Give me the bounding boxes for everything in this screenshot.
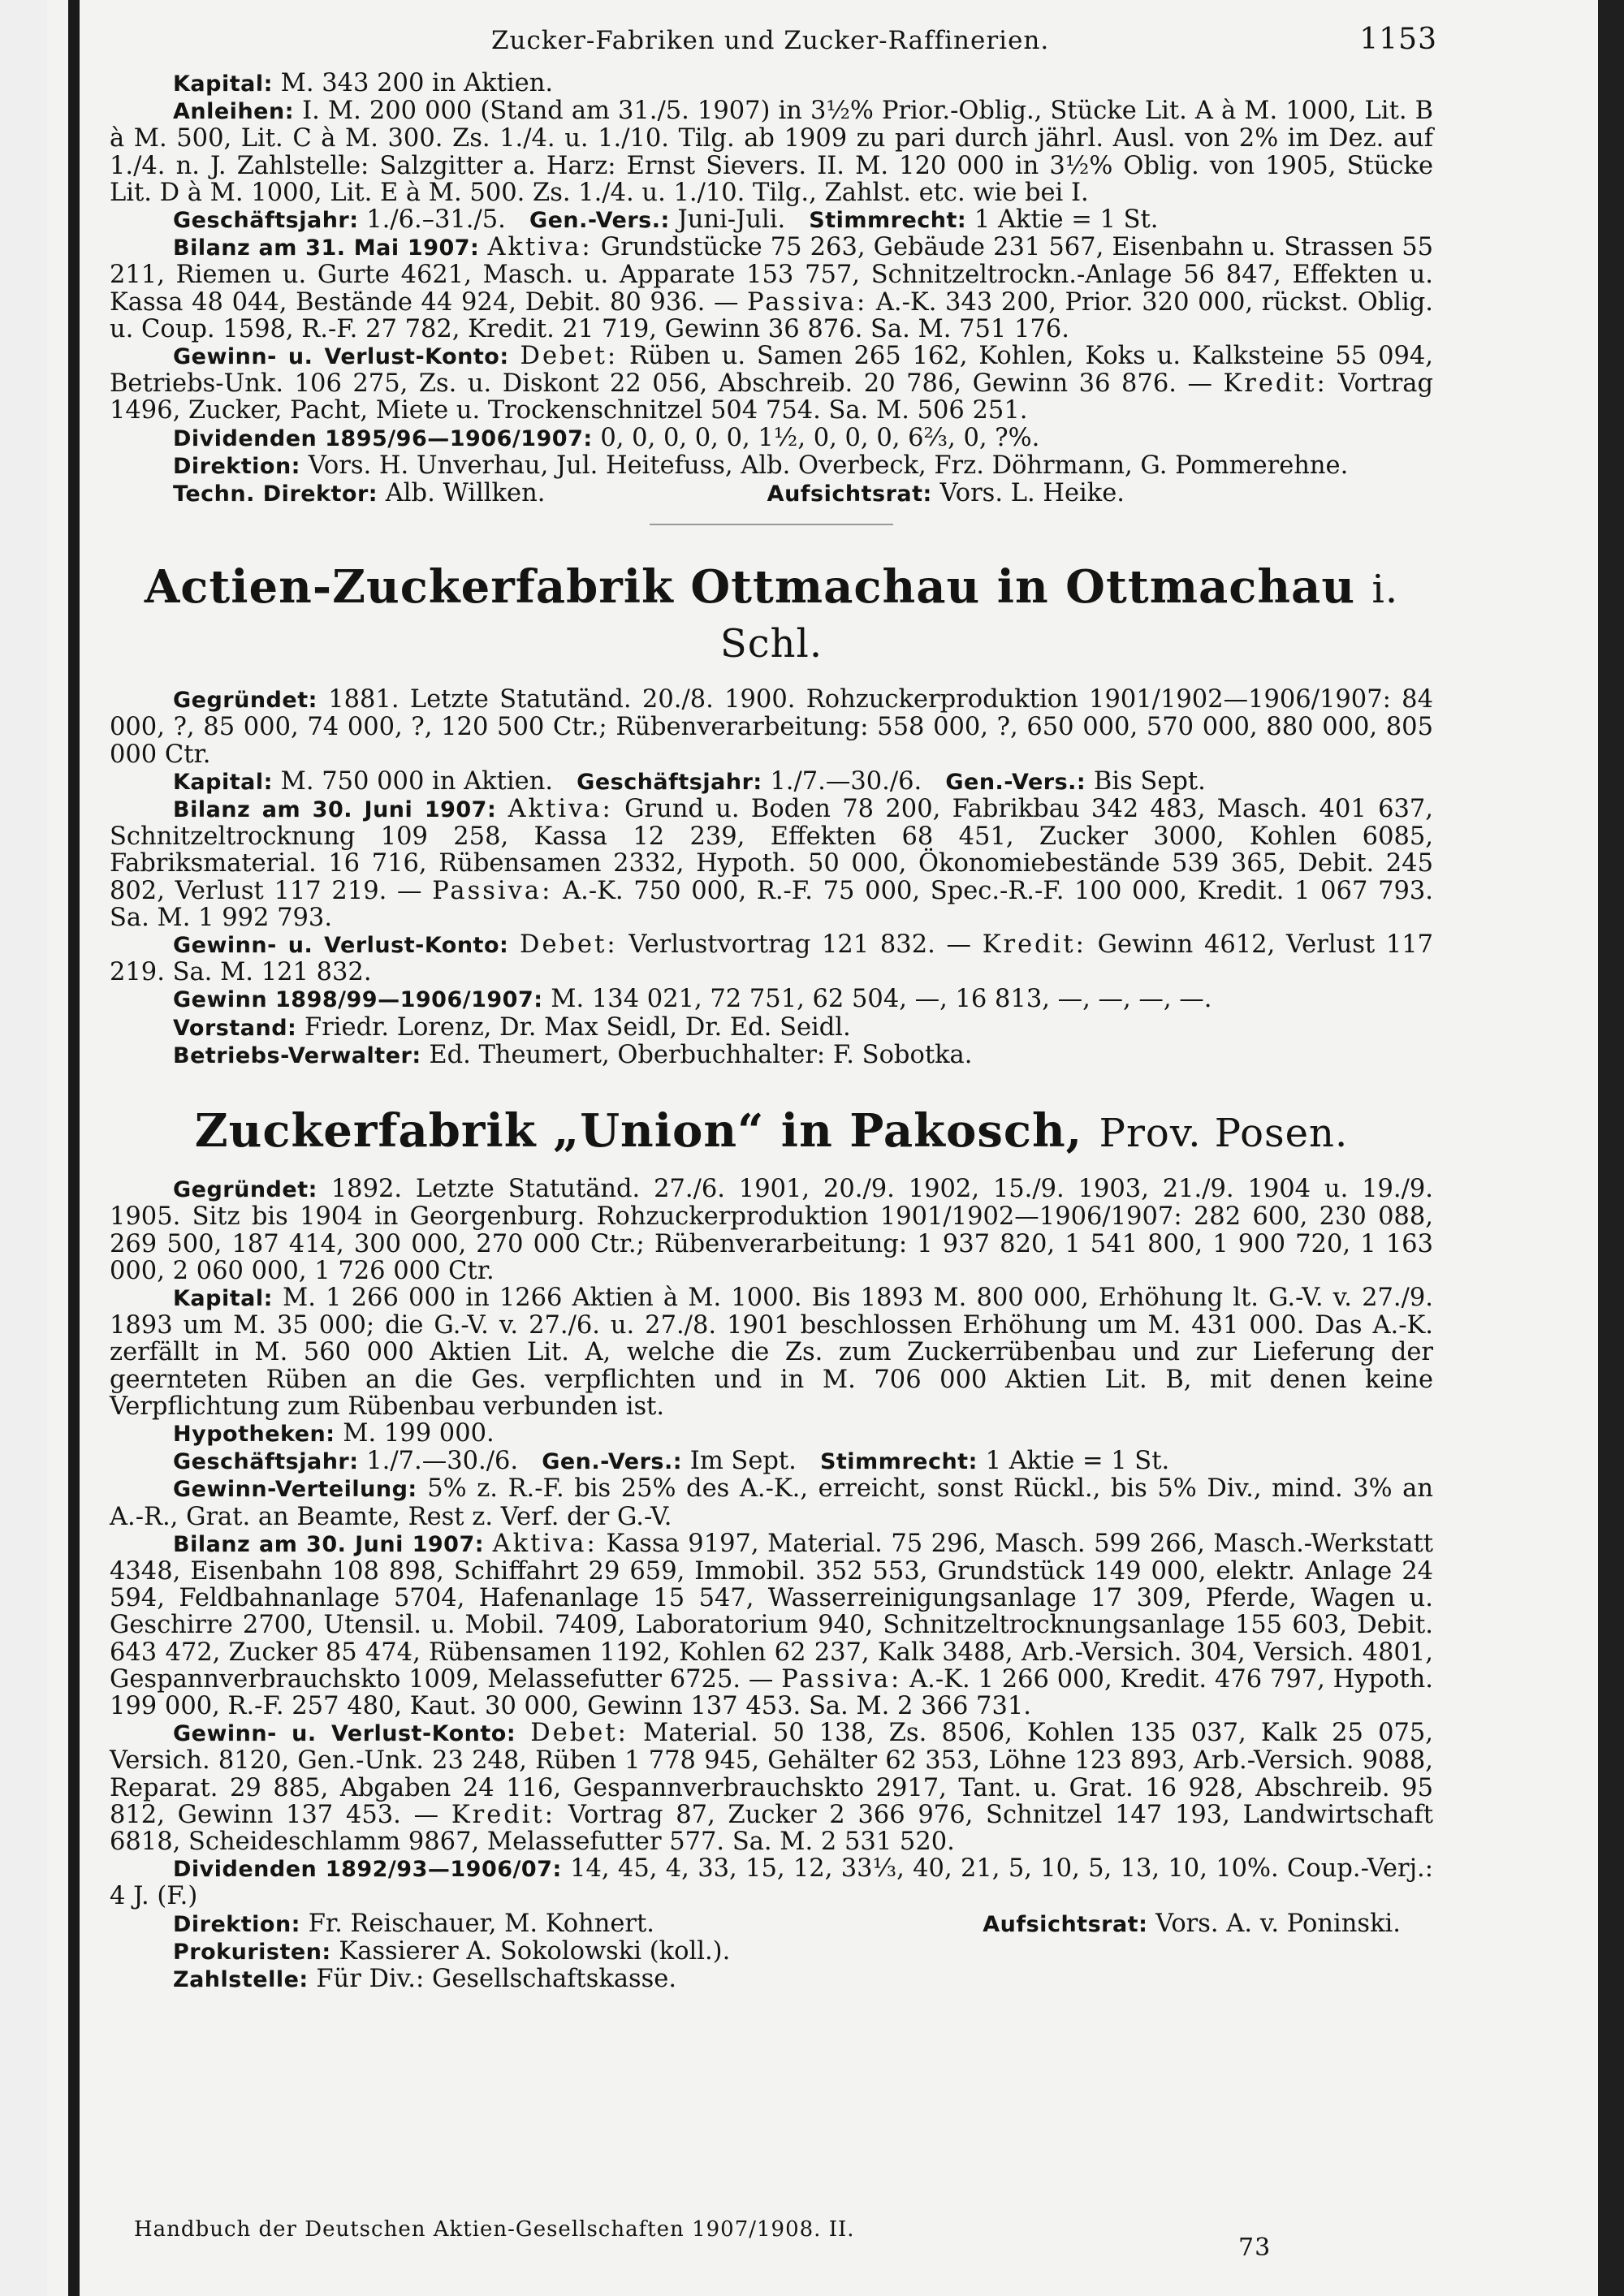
bilanz-paragraph bbox=[110, 234, 1433, 343]
gewinn-verteilung-paragraph bbox=[110, 1475, 1433, 1530]
prokuristen-value: Kassierer A. Sokolowski (koll.). bbox=[339, 1936, 731, 1966]
aktiva-word: Aktiva: bbox=[487, 233, 593, 262]
gen-vers-label: Gen.-Vers.: bbox=[529, 208, 670, 234]
kredit-word: Kredit: bbox=[451, 1800, 556, 1829]
techn-ar-line bbox=[110, 480, 1433, 507]
gewinn-verteilung-text: 5% z. R.-F. bis 25% des A.-K., erreicht, sonst Rückl., bis 5% Div., mind. 3% an A.-R., Grat. an Beamte, Rest z. Verf. der G.-V. bbox=[110, 1474, 1433, 1531]
betriebs-verwalter-label: Betriebs-Verwalter: bbox=[173, 1042, 421, 1068]
bilanz-passiva: A.-K. 1 266 000, Kredit. 476 797, Hypoth. 199 000, R.-F. 257 480, Kaut. 30 000, Gewinn 137 453. Sa. M. 2 366 731. bbox=[110, 1664, 1433, 1720]
geschaeftsjahr-label: Geschäftsjahr: bbox=[173, 208, 359, 234]
dividenden-label: Dividenden 1892/93—1906/07: bbox=[173, 1857, 562, 1883]
guv-debet: Material. 50 138, Zs. 8506, Kohlen 135 037, Kalk 25 075, Versich. 8120, Gen.-Unk. 23 248, Rüben 1 778 945, Gehälter 62 353, Löhne 123 893, Arb.-Versich. 9088, Reparat. 29 885, Abgaben 24 116, Gespannverbrauchskto 2917, Tant. u. Grat. 16 928, Abschreib. 95 812, Gewinn 137 453. — bbox=[110, 1719, 1433, 1829]
prokuristen-label: Prokuristen: bbox=[173, 1939, 331, 1965]
hypotheken-label: Hypotheken: bbox=[173, 1421, 335, 1447]
meta-line bbox=[110, 206, 1433, 234]
zahlstelle-line bbox=[110, 1966, 1433, 1993]
debet-word: Debet: bbox=[530, 1719, 628, 1748]
gen-vers-value: Im Sept. bbox=[689, 1447, 797, 1476]
techn-direktor-value: Alb. Willken. bbox=[385, 479, 546, 508]
company-location: i. Schl. bbox=[719, 567, 1399, 667]
stimmrecht-value: 1 Aktie = 1 St. bbox=[974, 205, 1159, 235]
kapital-value: M. 343 200 in Aktien. bbox=[280, 69, 554, 97]
geschaeftsjahr-label: Geschäftsjahr: bbox=[173, 1449, 359, 1475]
kredit-word: Kredit: bbox=[982, 930, 1086, 960]
running-head-title: Zucker-Fabriken und Zucker-Raffinerien. bbox=[491, 26, 1050, 55]
passiva-word: Passiva: bbox=[781, 1664, 902, 1694]
company-heading bbox=[110, 1105, 1433, 1159]
guv-label: Gewinn- u. Verlust-Konto: bbox=[173, 933, 509, 959]
bilanz-passiva: A.-K. 343 200, Prior. 320 000, rückst. Oblig. u. Coup. 1598, R.-F. 27 782, Kredit. 21 719, Gewinn 36 876. Sa. M. 751 176. bbox=[110, 287, 1433, 343]
guv-paragraph bbox=[110, 343, 1433, 425]
gegruendet-paragraph bbox=[110, 686, 1433, 768]
betriebs-verwalter-line bbox=[110, 1042, 1433, 1069]
hypotheken-value: M. 199 000. bbox=[343, 1418, 495, 1448]
page-footer bbox=[134, 2216, 1433, 2262]
scan-edge-left bbox=[0, 0, 47, 2296]
direktion-value: Fr. Reischauer, M. Kohnert. bbox=[308, 1909, 654, 1938]
guv-kredit: Gewinn 4612, Verlust 117 219. Sa. M. 121 832. bbox=[110, 930, 1434, 987]
entry-union-pakosch bbox=[110, 1105, 1433, 1993]
binding-rule bbox=[68, 0, 80, 2296]
anleihen-label: Anleihen: bbox=[173, 99, 294, 125]
anleihen-text: I. M. 200 000 (Stand am 31./5. 1907) in 3½% Prior.-Oblig., Stücke Lit. A à M. 1000, Lit. B à M. 500, Lit. C à M. 300. Zs. 1./4. u. 1./10. Tilg. ab 1909 zu pari durch jährl. Ausl. von 2% im Dez. auf 1./4. n. J. Zahlstelle: Salzgitter a. Harz: Ernst Sievers. II. M. 120 000 in 3½% Oblig. von 1905, Stücke Lit. D à M. 1000, Lit. E à M. 500. Zs. 1./4. u. 1./10. Tilg., Zahlst. etc. wie bei I. bbox=[110, 97, 1433, 207]
debet-word: Debet: bbox=[520, 342, 619, 371]
bilanz-label: Bilanz am 30. Juni 1907: bbox=[173, 1531, 485, 1557]
gen-vers-value: Bis Sept. bbox=[1093, 766, 1206, 796]
bilanz-aktiva: Grundstücke 75 263, Gebäude 231 567, Eisenbahn u. Strassen 55 211, Riemen u. Gurte 4621, Masch. u. Apparate 153 757, Schnitzeltrockn.-Anlage 56 847, Effekten u. Kassa 48 044, Bestände 44 924, Debit. 80 936. — bbox=[110, 233, 1434, 317]
betriebs-verwalter-value: Ed. Theumert, Oberbuchhalter: F. Sobotka. bbox=[429, 1040, 973, 1069]
dividenden-line bbox=[110, 425, 1433, 452]
techn-group bbox=[110, 480, 545, 507]
dividenden-value: 0, 0, 0, 0, 0, 1½, 0, 0, 0, 6⅔, 0, ?%. bbox=[600, 423, 1040, 452]
kapital-value: M. 750 000 in Aktien. bbox=[280, 766, 554, 796]
guv-label: Gewinn- u. Verlust-Konto: bbox=[173, 344, 509, 370]
sheet-number: 73 bbox=[1238, 2233, 1272, 2262]
passiva-word: Passiva: bbox=[432, 876, 553, 905]
guv-paragraph bbox=[110, 931, 1433, 986]
gewinn-value: M. 134 021, 72 751, 62 504, —, 16 813, —, —, —, —. bbox=[551, 985, 1212, 1014]
bilanz-aktiva: Kassa 9197, Material. 75 296, Masch. 599 266, Masch.-Werkstatt 4348, Eisenbahn 108 898, Schiffahrt 29 659, Immobil. 352 553, Grundstück 149 000, elektr. Anlage 24 594, Feldbahnanlage 5704, Hafenanlage 15 547, Wasserreinigungsanlage 17 309, Pferde, Wagen u. Geschirre 2700, Utensil. u. Mobil. 7409, Laboratorium 940, Schnitzeltrocknungsanlage 155 603, Debit. 643 472, Zucker 85 474, Rübensamen 1192, Kohlen 62 237, Kalk 3488, Arb.-Versich. 304, Versich. 4801, Gespannverbrauchskto 1009, Melassefutter 6725. — bbox=[110, 1529, 1433, 1694]
dividenden-label: Dividenden 1895/96—1906/1907: bbox=[173, 425, 593, 451]
debet-word: Debet: bbox=[520, 930, 618, 960]
passiva-word: Passiva: bbox=[747, 287, 868, 317]
guv-label: Gewinn- u. Verlust-Konto: bbox=[173, 1721, 516, 1747]
hypotheken-line bbox=[110, 1420, 1433, 1448]
techn-direktor-label: Techn. Direktor: bbox=[173, 481, 378, 507]
bilanz-label: Bilanz am 31. Mai 1907: bbox=[173, 235, 480, 261]
gegruendet-label: Gegründet: bbox=[173, 688, 317, 714]
kapital-line bbox=[110, 70, 1433, 97]
guv-kredit: Vortrag 87, Zucker 2 366 976, Schnitzel 147 193, Landwirtschaft 6818, Scheideschlamm 9867, Melassefutter 577. Sa. M. 2 531 520. bbox=[110, 1800, 1433, 1856]
gewinn-line bbox=[110, 986, 1433, 1013]
aktiva-word: Aktiva: bbox=[508, 795, 613, 824]
kapital-label: Kapital: bbox=[173, 769, 273, 795]
vorstand-line bbox=[110, 1014, 1433, 1042]
zahlstelle-value: Für Div.: Gesellschaftskasse. bbox=[316, 1964, 677, 1993]
gewinn-label: Gewinn 1898/99—1906/1907: bbox=[173, 987, 543, 1013]
kapital-label: Kapital: bbox=[173, 71, 273, 97]
guv-paragraph bbox=[110, 1720, 1433, 1855]
gen-vers-value: Juni-Juli. bbox=[677, 205, 786, 235]
entry-continued bbox=[110, 70, 1433, 525]
direktion-label: Direktion: bbox=[173, 1911, 300, 1937]
direktion-value: Vors. H. Unverhau, Jul. Heitefuss, Alb. Overbeck, Frz. Döhrmann, G. Pommerehne. bbox=[308, 451, 1349, 480]
kredit-word: Kredit: bbox=[1223, 369, 1328, 399]
gen-vers-label: Gen.-Vers.: bbox=[542, 1449, 683, 1475]
anleihen-paragraph bbox=[110, 97, 1433, 206]
vorstand-label: Vorstand: bbox=[173, 1015, 297, 1041]
company-name: Zuckerfabrik „Union“ in Pakosch, bbox=[194, 1104, 1083, 1159]
stimmrecht-label: Stimmrecht: bbox=[809, 208, 967, 234]
gegruendet-text: 1881. Letzte Statutänd. 20./8. 1900. Rohzuckerproduktion 1901/1902—1906/1907: 84 000, ?, 85 000, 74 000, ?, 120 500 Ctr.; Rübenverarbeitung: 558 000, ?, 650 000, 570 000, 880 000, 805 000 Ctr. bbox=[110, 685, 1433, 769]
kapital-text: M. 1 266 000 in 1266 Aktien à M. 1000. Bis 1893 M. 800 000, Erhöhung lt. G.-V. v. 27./9. 1893 um M. 35 000; die G.-V. v. 27./6. u. 27./8. 1901 beschlossen Erhöhung um M. 431 000. Das A.-K. zerfällt in M. 560 000 Aktien Lit. A, welche die Zs. zum Zuckerrübenbau und zur Lieferung der geernteten Rüben an die Ges. verpflichten und in M. 706 000 Aktien Lit. B, mit denen keine Verpflichtung zum Rübenbau verbunden ist. bbox=[110, 1283, 1433, 1421]
aktiva-word: Aktiva: bbox=[492, 1529, 598, 1558]
bilanz-paragraph bbox=[110, 1530, 1433, 1720]
section-divider bbox=[650, 524, 893, 525]
company-name: Actien-Zuckerfabrik Ottmachau in Ottmachau bbox=[144, 560, 1356, 615]
gewinn-verteilung-label: Gewinn-Verteilung: bbox=[173, 1477, 417, 1503]
entry-ottmachau bbox=[110, 561, 1433, 1069]
stimmrecht-label: Stimmrecht: bbox=[819, 1449, 978, 1475]
bilanz-paragraph bbox=[110, 796, 1433, 931]
scan-edge-right bbox=[1598, 0, 1624, 2296]
direktion-label: Direktion: bbox=[173, 453, 300, 479]
bilanz-label: Bilanz am 30. Juni 1907: bbox=[173, 797, 497, 823]
kapital-label: Kapital: bbox=[173, 1285, 273, 1311]
direktion-line bbox=[110, 452, 1433, 480]
gegruendet-label: Gegründet: bbox=[173, 1177, 317, 1203]
aufsichtsrat-label: Aufsichtsrat: bbox=[767, 481, 932, 507]
footer-text: Handbuch der Deutschen Aktien-Gesellschaften 1907/1908. II. bbox=[134, 2217, 855, 2242]
page-number: 1153 bbox=[1359, 23, 1437, 56]
aufsichtsrat-value: Vors. L. Heike. bbox=[939, 479, 1125, 508]
company-heading bbox=[110, 561, 1433, 670]
aufsichtsrat-label: Aufsichtsrat: bbox=[983, 1911, 1148, 1937]
guv-debet: Verlustvortrag 121 832. — bbox=[628, 930, 971, 960]
guv-debet: Rüben u. Samen 265 162, Kohlen, Koks u. Kalksteine 55 094, Betriebs-Unk. 106 275, Zs. u. Diskont 22 056, Abschreib. 20 786, Gewinn 36 876. — bbox=[110, 342, 1433, 399]
aufsichtsrat-group bbox=[919, 1910, 1401, 1938]
vorstand-value: Friedr. Lorenz, Dr. Max Seidl, Dr. Ed. Seidl. bbox=[304, 1012, 851, 1042]
bilanz-aktiva: Grund u. Boden 78 200, Fabrikbau 342 483, Masch. 401 637, Schnitzeltrocknung 109 258, Kassa 12 239, Effekten 68 451, Zucker 3000, Kohlen 6085, Fabriksmaterial. 16 716, Rübensamen 2332, Hypoth. 50 000, Ökonomiebestände 539 365, Debit. 245 802, Verlust 117 219. — bbox=[110, 795, 1434, 905]
geschaeftsjahr-value: 1./7.—30./6. bbox=[770, 766, 922, 796]
prokuristen-line bbox=[110, 1938, 1433, 1966]
direktion-ar-line bbox=[110, 1910, 1433, 1938]
aufsichtsrat-value: Vors. A. v. Poninski. bbox=[1155, 1909, 1401, 1938]
aufsichtsrat-group bbox=[704, 480, 1125, 507]
gegruendet-paragraph bbox=[110, 1176, 1433, 1284]
guv-kredit: Vortrag 1496, Zucker, Pacht, Miete u. Trockenschnitzel 504 754. Sa. M. 506 251. bbox=[110, 369, 1434, 425]
geschaeftsjahr-label: Geschäftsjahr: bbox=[577, 769, 762, 795]
running-head bbox=[110, 23, 1437, 70]
geschaeftsjahr-value: 1./7.—30./6. bbox=[366, 1447, 519, 1476]
kapital-paragraph bbox=[110, 1284, 1433, 1420]
dividenden-paragraph bbox=[110, 1855, 1433, 1910]
company-location: Prov. Posen. bbox=[1099, 1111, 1349, 1157]
direktion-group bbox=[110, 1910, 654, 1938]
document-page bbox=[110, 23, 1437, 2265]
stimmrecht-value: 1 Aktie = 1 St. bbox=[985, 1447, 1170, 1476]
meta-line bbox=[110, 1448, 1433, 1475]
gen-vers-label: Gen.-Vers.: bbox=[945, 769, 1086, 795]
dividenden-value: 14, 45, 4, 33, 15, 12, 33⅓, 40, 21, 5, 10, 5, 13, 10, 10%. Coup.-Verj.: 4 J. (F.) bbox=[110, 1854, 1433, 1911]
zahlstelle-label: Zahlstelle: bbox=[173, 1966, 309, 1992]
gegruendet-text: 1892. Letzte Statutänd. 27./6. 1901, 20./9. 1902, 15./9. 1903, 21./9. 1904 u. 19./9. 1905. Sitz bis 1904 in Georgenburg. Rohzuckerproduktion 1901/1902—1906/1907: 282 600, 230 088, 269 500, 187 414, 300 000, 270 000 Ctr.; Rübenverarbeitung: 1 937 820, 1 541 800, 1 900 720, 1 163 000, 2 060 000, 1 726 000 Ctr. bbox=[110, 1175, 1433, 1285]
geschaeftsjahr-value: 1./6.–31./5. bbox=[366, 205, 506, 235]
kapital-line bbox=[110, 768, 1433, 796]
bilanz-passiva: A.-K. 750 000, R.-F. 75 000, Spec.-R.-F. 100 000, Kredit. 1 067 793. Sa. M. 1 992 793. bbox=[110, 876, 1433, 932]
